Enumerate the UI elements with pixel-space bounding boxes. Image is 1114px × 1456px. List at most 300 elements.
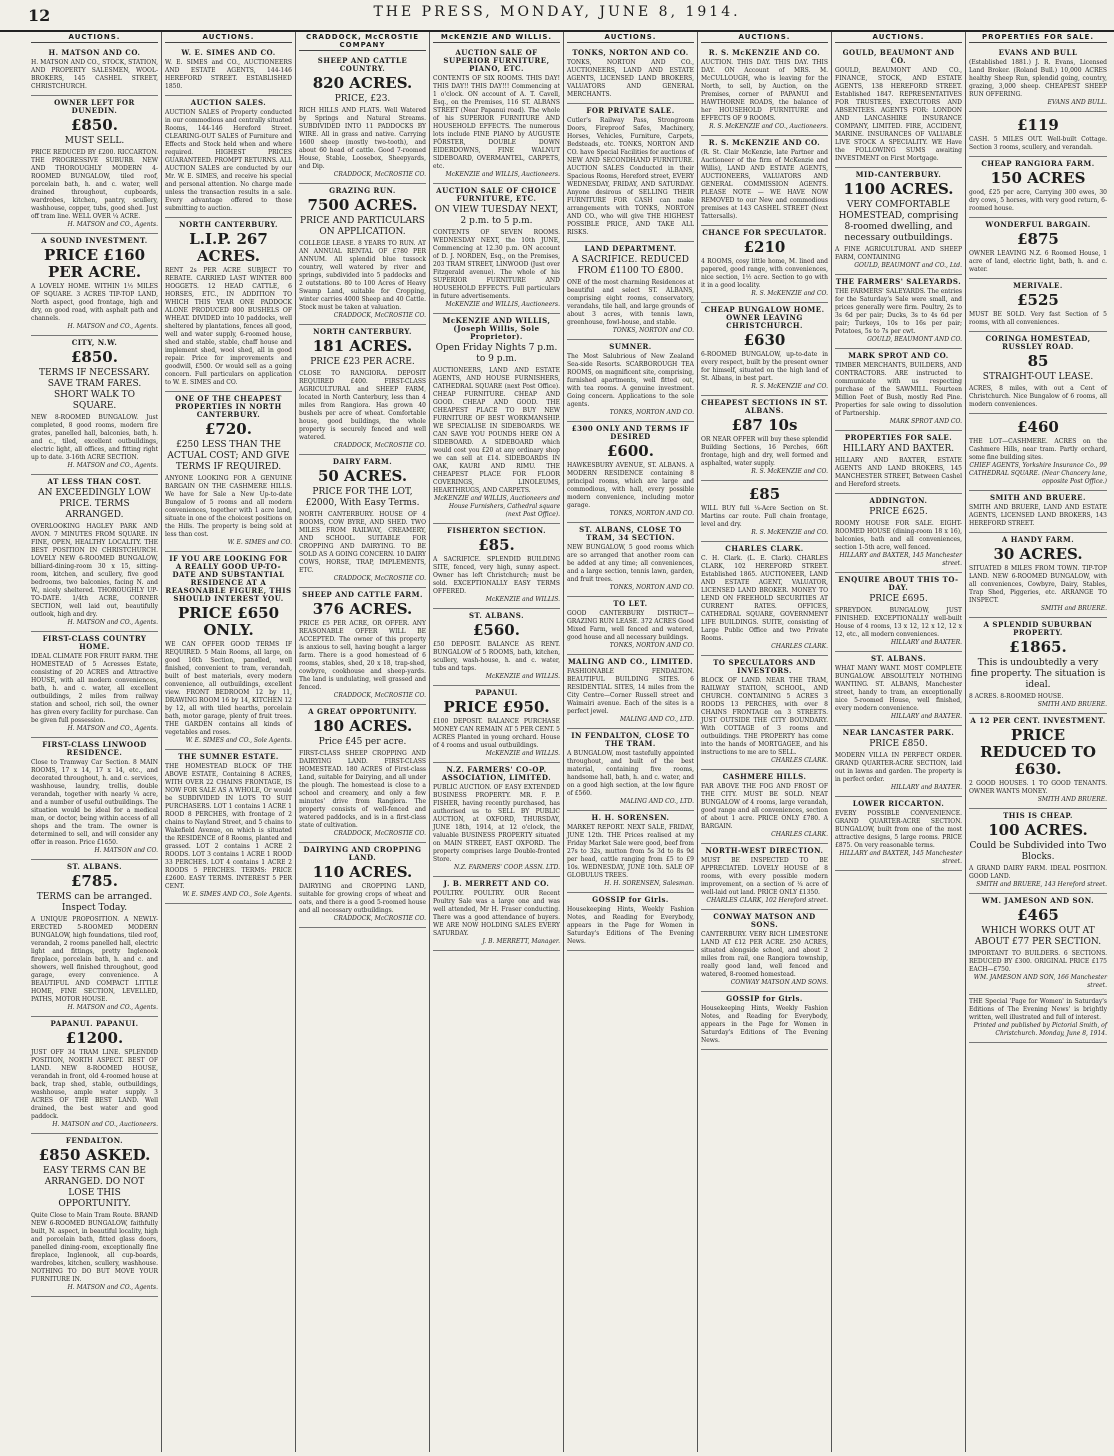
column-header: McKENZIE AND WILLIS. [433, 33, 560, 43]
ad-price: 7500 ACRES. [307, 196, 418, 214]
ad-body-text: SMITH AND BRUERE, LAND AND ESTATE AGENTS, LICENSED LAND BROKERS, 143 HEREFORD STREET. [969, 504, 1107, 527]
ad-heading: THE FARMERS' SALEYARDS. [835, 277, 962, 286]
ad-agent: N.Z. FARMERS' COOP. ASSN. LTD. [453, 864, 560, 871]
ad-agent: J. B. MERRETT, Manager. [482, 938, 560, 945]
ad-heading: MERIVALE. [1013, 281, 1063, 290]
ad-agent: H. H. SORENSEN, Salesman. [604, 880, 694, 887]
ad-agent: H. MATSON and CO., Agents. [67, 221, 158, 228]
ad-agent: H. MATSON and CO., Agents. [67, 323, 158, 330]
ad-heading: IF YOU ARE LOOKING FOR A REALLY GOOD UP-TO-DATE AND SUBSTANTIAL RESIDENCE AT A REASONABLE FIGURE, THIS SHOULD INTEREST YOU. [165, 554, 292, 603]
ad-subheading: PRICE £850. [869, 739, 928, 749]
ad-price: £87 10s [731, 416, 798, 434]
ad-agent: CRADDOCK, McCROSTIE CO. [333, 915, 426, 922]
advertisement [835, 573, 962, 652]
ad-body-text: A GRAND DAIRY FARM. IDEAL POSITION. GOOD LAND. [969, 865, 1107, 880]
advertisement [969, 332, 1107, 414]
ad-heading: AUCTION SALES. [190, 98, 267, 107]
advertisement [835, 275, 962, 349]
ad-heading: R. S. McKENZIE AND CO. [708, 138, 821, 147]
ad-body-text: AUCTION SALES of Property conducted in our commodious and centrally situated Rooms, 144-146 Hereford Street. CLEARING-OUT SALES of Furniture and Effects and Stock held when and where required. HIGHEST PRICES GUARANTEED. PROMPT RETURNS. ALL AUCTION SALES are conducted by our Mr. W. E. SIMES, and receive his special and personal attention. No charge made unless the transaction results in a sale. Every advantage offered to those submitting to auction. [165, 109, 292, 212]
ad-heading: A HANDY FARM. [1001, 535, 1075, 544]
ad-agent: TONKS, NORTON AND CO. [609, 584, 694, 591]
ad-body-text: Housekeeping Hints, Weekly Fashion Notes, and Reading for Everybody, appears in the Page for Women in Saturday's Editions of The Evening News. [701, 1005, 828, 1044]
ad-heading: CHEAP RANGIORA FARM. [981, 159, 1095, 168]
ad-heading: MARK SPROT AND CO. [848, 351, 949, 360]
ad-heading: CHEAPEST SECTIONS IN ST. ALBANS. [701, 398, 828, 415]
ad-body-text: THE Special 'Page for Women' in Saturday's Editions of The Evening News' is brightly written, well illustrated and full of interest. [969, 998, 1107, 1021]
ad-agent: H. MATSON and CO., Agents. [67, 1284, 158, 1291]
ad-agent: R. S. McKENZIE and CO. [751, 383, 828, 390]
ad-heading: AT LESS THAN COST. [47, 477, 142, 486]
ad-body-text: THE LOT—CASHMERE. ACRES on the Cashmere Hills, near tram. Partly orchard, some fine building sites. [969, 438, 1107, 461]
ad-agent: CRADDOCK, McCROSTIE CO. [333, 692, 426, 699]
ad-heading: CITY, N.W. [71, 338, 118, 347]
ad-subheading: STRAIGHT-OUT LEASE. [982, 372, 1094, 382]
ad-body-text: COLLEGE LEASE. 8 YEARS TO RUN. AT AN ANNUAL RENTAL OF £780 PER ANNUM. All splendid blue tussock country, well watered by river and springs, subdivided into 5 paddocks and 2 outstations. 80 to 100 Acres of Heavy Swamp Land, suitable for Cropping, winter carries 4000 Sheep and 40 Cattle. Stock must be taken at valuation. [299, 240, 426, 311]
ad-price: 30 ACRES. [993, 545, 1083, 563]
ad-heading: McKENZIE AND WILLIS, (Joseph Willis, Sole Proprietor). [442, 316, 551, 341]
ad-body-text: ONE of the most charming Residences at beautiful and select ST. ALBANS, comprising eight rooms, conservatory, verandahs, tile hall, and large grounds of about 3 acres, with tennis lawn, greenhouse, fowl-house, and stable. [567, 279, 694, 326]
ad-agent: SMITH and BRUERE, 143 Hereford street. [976, 881, 1107, 888]
ad-price: £119 [1017, 116, 1059, 134]
ad-body-text: CASH. 5 MILES OUT. Well-built Cottage. Section 3 rooms, scullery, and verandah. [969, 136, 1107, 151]
ad-heading: THE SUMNER ESTATE. [178, 752, 279, 761]
ad-price: PRICE £160 PER ACRE. [43, 246, 146, 281]
ad-agent: CRADDOCK, McCROSTIE CO. [333, 830, 426, 837]
ad-heading: SUMNER. [609, 342, 652, 351]
ad-heading: MALING AND CO., LIMITED. [567, 657, 694, 666]
ad-agent: McKENZIE and WILLIS. [485, 750, 560, 757]
ad-heading: CORINGA HOMESTEAD, RUSSLEY ROAD. [985, 334, 1091, 351]
advertisement [433, 184, 560, 314]
advertisement [701, 226, 828, 303]
ad-agent: HILLARY and BAXTER. [890, 713, 962, 720]
ad-price: PRICE REDUCED TO £630. [980, 726, 1096, 778]
ad-heading: FIRST-CLASS COUNTRY HOME. [42, 634, 147, 651]
ad-body-text: POULTRY. POULTRY. OUR Recent Poultry Sale was a large one and was well attended, Mr H. Fraser conducting. There was a good attendance of buyers. WE ARE NOW HOLDING SALES EVERY SATURDAY. [433, 890, 560, 937]
ad-body-text: ANYONE LOOKING FOR A GENUINE BARGAIN ON THE CASHMERE HILLS. We have for Sale a New Up-to-date Bungalow of 5 rooms and all modern conveniences, together with 1 acre land, situate in one of the choicest positions on the Hills. The property is being sold at less than cost. [165, 475, 292, 538]
ad-agent: H. MATSON and CO. [94, 847, 158, 854]
ad-agent: CHARLES CLARK. [771, 831, 828, 838]
advertisement [567, 597, 694, 655]
ad-agent: CHARLES CLARK. [771, 643, 828, 650]
ad-agent: HILLARY and BAXTER. [890, 784, 962, 791]
ad-price: £785. [71, 872, 118, 890]
ad-body-text: OR NEAR OFFER will buy these splendid Building Sections, 16 Perches, 66ft frontage, high and dry, well formed and asphalted, water supply. [701, 436, 828, 467]
column-header: PROPERTIES FOR SALE. [969, 33, 1107, 43]
ad-heading: TO LET. [613, 599, 648, 608]
ad-body-text: DAIRYING and CROPPING LAND, suitable for growing crops of wheat and oats, and there is a good 5-roomed house and all necessary outbuildings. [299, 883, 426, 914]
advertisement [299, 54, 426, 184]
advertisement [567, 242, 694, 340]
ad-price: £875 [1017, 230, 1059, 248]
advertisement [567, 811, 694, 893]
advertisement [31, 1017, 158, 1134]
ad-price: 181 ACRES. [312, 337, 413, 355]
advertisement [31, 96, 158, 234]
advertisement [701, 303, 828, 396]
ad-body-text: good, £25 per acre, Carrying 300 ewes, 30 dry cows, 5 horses, with very good return, 6-roomed house. [969, 189, 1107, 212]
advertisement [701, 542, 828, 656]
ad-price: PRICE £950. [443, 698, 550, 716]
advertisement [31, 738, 158, 860]
advertisement [701, 396, 828, 481]
ad-heading: H. MATSON AND CO. [48, 48, 141, 57]
advertisement [969, 995, 1107, 1043]
ad-subheading: VERY COMFORTABLE HOMESTEAD, comprising 8-roomed dwelling, and necessary outbuildings. [838, 200, 959, 243]
ad-heading: A SPLENDID SUBURBAN PROPERTY. [983, 620, 1093, 637]
ad-agent: HILLARY and BAXTER, 145 Manchester street. [839, 850, 962, 865]
ad-heading: ADDINGTON. [869, 496, 928, 505]
ad-body-text: W. E. SIMES and CO., AUCTIONEERS AND ESTATE AGENTS, 144-146 HEREFORD STREET. ESTABLISHED 1850. [165, 59, 292, 90]
ad-agent: H. MATSON and CO., Agents. [67, 462, 158, 469]
advertisement [433, 524, 560, 609]
ad-heading: SHEEP AND CATTLE FARM. [302, 590, 423, 599]
ad-agent: McKENZIE and WILLIS, Auctioneers and House Furnishers, Cathedral square (next Post Office). [434, 495, 560, 518]
ad-body-text: A UNIQUE PROPOSITION. A NEWLY-ERECTED 5-ROOMED MODERN BUNGALOW, high foundations, tiled roof, verandah, 2 rooms panelled hall, electric light and fittings, pretty Inglenook fireplace, porcelain bath, h. and c. and showers, well finished throughout, good garage, every convenience. A BEAUTIFUL AND COMPACT LITTLE HOME, FINE SECTION, LEVELLED, PATHS, MOTOR HOUSE. [31, 916, 158, 1003]
advertisement [835, 494, 962, 573]
advertisement [31, 860, 158, 1017]
ad-subheading: £250 LESS THAN THE ACTUAL COST; AND GIVE TERMS IF REQUIRED. [167, 440, 290, 472]
ad-heading: THIS IS CHEAP. [1003, 811, 1073, 820]
ad-body-text: SPREYDON. BUNGALOW, JUST FINISHED. EXCEPTIONALLY well-built House of 4 rooms, 13 x 12, 12 x 12, 12 x 12, etc., all modern conveniences. [835, 607, 962, 638]
page-number: 12 [28, 6, 51, 25]
ad-heading: FISHERTON SECTION. [446, 526, 546, 535]
ad-heading: A SOUND INVESTMENT. [41, 236, 148, 245]
advertisement [701, 910, 828, 992]
ad-body-text: OVERLOOKING HAGLEY PARK AND AVON. 7 MINUTES FROM SQUARE. IN FINE, OPEN, HEALTHY LOCALITY. THE BEST POSITION IN CHRISTCHURCH. LOVELY NEW 6-ROOMED BUNGALOW, billiard-dining-room 30 x 15, sitting-room, kitchen, and scullery, five good bedrooms, two balconies, facing N. and W., nicely sheltered. THOROUGHLY UP-TO-DATE. 1/4th ACRE, CORNER SECTION, well laid out, beautifully outlook, high and dry. [31, 523, 158, 618]
ad-body-text: NEW 8-ROOMED BUNGALOW. Just completed, 8 good rooms, modern fire grates, panelled hall, balconies, bath, h. and c., tiled, excellent outbuildings, electric light, all offices, and fitting right up to date. 3-16th ACRE SECTION. [31, 414, 158, 461]
ad-agent: W. E. SIMES and CO. [227, 539, 292, 546]
advertisement [567, 523, 694, 597]
advertisement [433, 877, 560, 951]
advertisement [835, 168, 962, 275]
ad-body-text: 4 ROOMS, cosy little home, M. lined and papered, good range, with conveniences, nice section, 1½ acre. Section to go with it in a good locality. [701, 258, 828, 289]
ad-heading: ST. ALBANS, CLOSE TO TRAM, 34 SECTION. [579, 525, 682, 542]
ad-body-text: £100 DEPOSIT. BALANCE PURCHASE MONEY CAN REMAIN AT 5 PER CENT. 5 ACRES Planted in young orchard. House of 4 rooms and usual outbuildings. [433, 718, 560, 749]
ad-price: 50 ACRES. [317, 467, 408, 485]
ad-body-text: PUBLIC AUCTION. OF EASY EXTENDED BUSINESS PROPERTY. MR. F. P. FISHER, having recently purchased, has authorised us to SELL BY PUBLIC AUCTION, at OXFORD, THURSDAY, JUNE 18th, 1914, at 12 o'clock, the valuable BUSINESS PROPERTY situated on MAIN STREET, EAST OXFORD. The property comprises large Double-fronted Store. [433, 784, 560, 863]
advertisement [299, 325, 426, 455]
ad-agent: EVANS AND BULL. [1047, 99, 1107, 106]
advertisement [165, 552, 292, 750]
ad-body-text: HAWKESBURY AVENUE, ST. ALBANS. A MODERN RESIDENCE containing 8 principal rooms, which are large and commodious, with hall, every possible modern convenience, including motor garage. [567, 462, 694, 509]
column-header: AUCTIONS. [701, 33, 828, 43]
ad-body-text: CLOSE TO RANGIORA. DEPOSIT REQUIRED £400. FIRST-CLASS AGRICULTURAL and SHEEP FARM, located in North Canterbury, less than 4 miles from Rangiora. Has grown 40 bushels per acre of wheat. Comfortable house, good buildings, the whole property is securely fenced and well watered. [299, 370, 426, 441]
ad-heading: CHANCE FOR SPECULATOR. [702, 228, 827, 237]
ad-price: 85 [1027, 352, 1049, 370]
ad-body-text: A LOVELY HOME. WITHIN 1½ MILES OF SQUARE. 3 ACRES TIP-TOP LAND, North aspect, good frontage, high and dry, on good road, with asphalt path and channels. [31, 283, 158, 322]
advertisement [701, 656, 828, 770]
ad-body-text: MUST BE SOLD. Very fast Section of 5 rooms, with all conveniences. [969, 311, 1107, 326]
ad-subheading: Could be Subdivided into Two Blocks. [969, 841, 1107, 862]
advertisement [835, 652, 962, 726]
advertisement [701, 46, 828, 136]
advertisement [165, 218, 292, 392]
ad-agent: CHARLES CLARK, 102 Hereford street. [706, 897, 828, 904]
ad-subheading: PRICE £23 PER ACRE. [310, 357, 415, 367]
ad-agent: McKENZIE and WILLIS, Auctioneers. [445, 171, 560, 178]
ad-price: £1200. [65, 1029, 124, 1047]
ad-agent: GOULD, BEAUMONT AND CO. [867, 336, 962, 343]
advertisement [835, 46, 962, 168]
ad-body-text: A FINE AGRICULTURAL AND SHEEP FARM, CONTAINING [835, 246, 962, 261]
ad-agent: R. S. McKENZIE and CO. [751, 468, 828, 475]
ad-subheading: EASY TERMS CAN BE ARRANGED. DO NOT LOSE THIS OPPORTUNITY. [43, 1166, 146, 1209]
ad-subheading: PRICE AND PARTICULARS ON APPLICATION. [300, 216, 425, 237]
ad-body-text: H. MATSON AND CO., STOCK, STATION, AND PROPERTY SALESMEN, WOOL-BROKERS, 145 CASHEL STREET, CHRISTCHURCH. [31, 59, 158, 90]
advertisement [969, 491, 1107, 533]
ad-heading: PAPANUI. [475, 688, 518, 697]
advertisement [567, 729, 694, 811]
ad-agent: MALING AND CO., LTD. [620, 798, 694, 805]
ad-heading: LOWER RICCARTON. [852, 799, 945, 808]
ad-agent: H. MATSON and CO., Auctioneers. [52, 1121, 158, 1128]
ad-heading: FIRST-CLASS LINWOOD RESIDENCE. [42, 740, 147, 757]
advertisement [567, 340, 694, 422]
advertisement [165, 392, 292, 552]
ad-body-text: WHAT MANY WANT. MOST COMPLETE BUNGALOW. ABSOLUTELY NOTHING WANTING. ST. ALBANS, Manchester street, handy to tram, an exceptionally nice 5-roomed House, well finished, every modern convenience. [835, 665, 962, 712]
ad-body-text: GOOD CANTERBURY DISTRICT—GRAZING RUN LEASE. 372 ACRES Good Mixed Farm, well fenced and watered, good house and all necessary buildings. [567, 610, 694, 641]
ad-agent: SMITH AND BRUERE. [1037, 796, 1107, 803]
ad-body-text: CONTENTS OF SIX ROOMS. THIS DAY! THIS DAY!! THIS DAY!!! Commencing at 1 o'clock. ON account of A. T. Cavell, Esq., on the Premises, 116 ST. ALBANS STREET (Near Papanui road). The whole of his SUPERIOR FURNITURE AND HOUSEHOLD EFFECTS. The numerous lots include FINE PIANO by AUGUSTE FÖRSTER, DOUBLE DOWN EIDERDOWNS, FINE WALNUT SIDEBOARD, OVERMANTEL, CARPETS, etc. [433, 75, 560, 170]
ad-body-text: CANTERBURY. VERY RICH LIMESTONE LAND AT £12 PER ACRE. 250 ACRES, situated alongside school, and about 2 miles from rail, one Rangiora township, really good land, well fenced and watered, 8-roomed homestead. [701, 931, 828, 978]
ad-heading: SMITH AND BRUERE. [990, 493, 1086, 502]
newspaper-title: THE PRESS, MONDAY, JUNE 8, 1914. [373, 4, 741, 20]
ad-body-text: MUST BE INSPECTED TO BE APPRECIATED. LOVELY HOUSE of 8 rooms, with every possible modern improvement, on a section of ¼ acre of well-laid out land. PRICE ONLY £1350. [701, 857, 828, 896]
ad-body-text: (R. St. Clair McKenzie, late Partner and Auctioneer of the firm of McKenzie and Willis), LAND AND ESTATE AGENTS, AUCTIONEERS, VALUATORS AND GENERAL COMMISSION AGENTS. PLEASE NOTE — WE HAVE NOW REMOVED to our New and commodious premises at 143 CASHEL STREET (Next Tattersalls). [701, 149, 828, 220]
ad-heading: ENQUIRE ABOUT THIS TO-DAY. [838, 575, 959, 592]
ad-subheading: ON VIEW TUESDAY NEXT, 2 p.m. to 5 p.m. [434, 205, 559, 226]
ad-price: £630 [743, 331, 786, 349]
ad-heading: GRAZING RUN. [329, 186, 396, 195]
ad-agent: HILLARY and BAXTER, 145 Manchester street. [839, 552, 962, 567]
ad-heading: NORTH-WEST DIRECTION. [705, 846, 824, 855]
ad-body-text: The Most Salubrious of New Zealand Sea-side Resorts. SCARBOROUGH TEA ROOMS, on magnificent site, comprising, furnished apartments, well fitted out, with tea rooms. A genuine investment. Going concern. Applications to the sole agents. [567, 353, 694, 408]
ad-agent: SMITH and BRUERE. [1040, 605, 1107, 612]
ad-agent: CRADDOCK, McCROSTIE CO. [333, 171, 426, 178]
column-6 [698, 32, 832, 1452]
ad-price: PRICE £650 ONLY. [177, 604, 280, 639]
ad-price: 180 ACRES. [312, 717, 413, 735]
advertisement [969, 46, 1107, 112]
advertisement [701, 481, 828, 542]
advertisement [567, 422, 694, 523]
ad-heading: AUCTION SALE OF SUPERIOR FURNITURE, PIANO, ETC. [443, 48, 550, 73]
advertisement [31, 1134, 158, 1297]
ad-price: £465 [1017, 906, 1059, 924]
advertisement [969, 218, 1107, 279]
ad-heading: OWNER LEFT FOR DUNEDIN. [54, 98, 135, 115]
ad-agent: TONKS, NORTON AND CO. [609, 510, 694, 517]
ad-heading: WONDERFUL BARGAIN. [985, 220, 1091, 229]
ad-body-text: NEW BUNGALOW, 5 good rooms which are so arranged that another room can be added at any time; all conveniences, and a large section, tennis lawn, garden, and fruit trees. [567, 544, 694, 583]
ad-body-text: TONKS, NORTON AND CO., AUCTIONEERS, LAND AND ESTATE AGENTS, LICENSED LAND BROKERS, VALUATORS AND GENERAL MERCHANTS. [567, 59, 694, 98]
advertisement [31, 475, 158, 632]
ad-heading: IN FENDALTON, CLOSE TO THE TRAM. [571, 731, 690, 748]
ad-agent: CONWAY MATSON AND SONS. [730, 979, 828, 986]
column-8 [966, 32, 1110, 1452]
ad-body-text: JUST OFF 34 TRAM LINE. SPLENDID POSITION, NORTH ASPECT. BEST OF LAND. NEW 8-ROOMED HOUSE, verandah in front, old 4-roomed house at back, trap shed, stable, outbuildings, washhouse, ample water supply. 3 ACRES OF THE BEST LAND. Well drained, the best water and good paddock. [31, 1049, 158, 1120]
ad-heading: NORTH CANTERBURY. [179, 220, 278, 229]
ad-subheading: This is undoubtedly a very fine property. The situation is ideal. [970, 658, 1106, 690]
advertisement [567, 46, 694, 104]
ad-subheading: WHICH WORKS OUT AT ABOUT £77 PER SECTION. [974, 926, 1102, 947]
ad-body-text: FIRST-CLASS SHEEP CROPPING AND DAIRYING LAND. FIRST-CLASS HOMESTEAD. 180 ACRES of First-class Land, suitable for Dairying, and all under the plough. The homestead is close to a school and creamery, and only a few minutes' drive from Rangiora. The property consists of well-fenced and watered paddocks, and is in a first-class state of cultivation. [299, 750, 426, 829]
advertisement [835, 349, 962, 431]
ad-agent: R. S. McKENZIE and CO. [751, 529, 828, 536]
ad-agent: H. MATSON and CO., Agents. [67, 725, 158, 732]
ad-heading: ST. ALBANS. [870, 654, 927, 663]
ad-subheading: Price £45 per acre. [318, 737, 407, 747]
ad-body-text: PRICE REDUCED BY £200. RICCARTON. THE PROGRESSIVE SUBURB. NEW AND THOROUGHLY MODERN 4-ROOMED BUNGALOW, tiled roof, porcelain bath, h. and c. water, well drained throughout, cupboards, wardrobes, kitchen, pantry, scullery, washhouse, copper, tubs, good shed. Just off tram line. WELL OVER ¼ ACRE. [31, 149, 158, 220]
advertisement [165, 750, 292, 904]
ad-heading: W. E. SIMES AND CO. [181, 48, 276, 57]
ad-agent: TONKS, NORTON AND CO. [609, 409, 694, 416]
ad-subheading: PRICE, £23. [334, 94, 391, 104]
advertisement [969, 157, 1107, 218]
advertisement [31, 234, 158, 336]
ad-heading: FENDALTON. [65, 1136, 124, 1145]
ad-body-text: WE CAN OFFER GOOD TERMS IF REQUIRED. 5 Main Rooms, all large, on good 16th Section, panelled, well finished, convenient to tram, verandah, built of best materials, every modern convenience, all outbuildings, excellent view. FRONT BEDROOM 12 by 11, DRAWING ROOM 16 by 14, KITCHEN 12 by 12, all with tiled hearths, porcelain bath, motor garage, plenty of fruit trees. THE GARDEN contains all kinds of vegetables and roses. [165, 641, 292, 736]
column-1 [28, 32, 162, 1452]
ad-heading: ONE OF THE CHEAPEST PROPERTIES IN NORTH CANTERBURY. [175, 394, 282, 419]
advertisement [701, 770, 828, 844]
ad-body-text: EVERY POSSIBLE CONVENIENCE. GRAND QUARTER-ACRE SECTION. BUNGALOW, built from one of the most attractive designs, 5 large rooms. PRICE £875. On very reasonable terms. [835, 810, 962, 849]
ad-heading: J. B. MERRETT AND CO. [443, 879, 550, 888]
ad-body-text: NORTH CANTERBURY. HOUSE OF 4 ROOMS, COW BYRE, AND SHED. TWO MILES FROM RAILWAY, CREAMERY, AND SCHOOL. SUITABLE FOR CROPPING AND DAIRYING. TO BE SOLD AS A GOING CONCERN. 10 DAIRY COWS, HORSE, TRAP, IMPLEMENTS, ETC. [299, 511, 426, 574]
ad-body-text: Quite Close to Main Tram Route. BRAND NEW 6-ROOMED BUNGALOW, faithfully built, N. aspect, in beautiful locality, high and porcelain bath, fitted glass doors, panelled dining-room, exceptionally fine fireplace, Inglenook, all cup-boards, wardrobes, kitchen, scullery, washhouse. NOTHING TO DO BUT MOVE YOUR FURNITURE IN. [31, 1212, 158, 1283]
ad-price: £460 [1017, 418, 1059, 436]
ad-price: £600. [607, 442, 654, 460]
ad-price: 820 ACRES. [312, 74, 413, 92]
ad-agent: CRADDOCK, McCROSTIE CO. [333, 575, 426, 582]
ad-agent: R. S. McKENZIE and CO., Auctioneers. [709, 123, 828, 130]
ad-price: £525 [1017, 291, 1059, 309]
ad-heading: A GREAT OPPORTUNITY. [308, 707, 417, 716]
ad-agent: McKENZIE and WILLIS, Auctioneers. [445, 301, 560, 308]
advertisement [835, 726, 962, 797]
ad-body-text: IDEAL CLIMATE FOR FRUIT FARM. THE HOMESTEAD of 5 Acresses Estate, consisting of 20 ACRES and Attractive HOUSE, with all modern conveniences, bath, h. and c. water, all excellent outbuildings, 2 miles from railway station and school, rich soil, the owner has given every facility for purchase. Can be given full possession. [31, 653, 158, 724]
ad-body-text: 2 GOOD HOUSES. 1 TO GOOD TENANTS. OWNER WANTS MONEY. [969, 780, 1107, 795]
ad-body-text: AUCTION. THIS DAY. THIS DAY. THIS DAY. ON Account of MRS. M. McCULLOUGH, who is leaving for the North, to sell, by Auction, on the Premises, corner of PAPANUI and HAWTHORNE ROADS, the balance of her HOUSEHOLD FURNITURE and EFFECTS OF 9 ROOMS. [701, 59, 828, 122]
advertisement [969, 279, 1107, 332]
advertisement [567, 655, 694, 729]
ad-body-text: ROOMY HOUSE FOR SALE. EIGHT-ROOMED HOUSE (dining-room 18 x 16), balconies, bath and all conveniences, section 1-5th acre, well fenced. [835, 520, 962, 551]
ad-agent: MALING AND CO., LTD. [620, 716, 694, 723]
ad-body-text: SITUATED 8 MILES FROM TOWN. TIP-TOP LAND. NEW 6-ROOMED BUNGALOW, with all conveniences, Cowbyre, Dairy, Stables, Trap Shed, Piggeries, etc. ARRANGE TO INSPECT. [969, 565, 1107, 604]
advertisement [433, 46, 560, 184]
ad-agent: McKENZIE and WILLIS. [485, 596, 560, 603]
ad-body-text: PRICE £5 PER ACRE, OR OFFER. ANY REASONABLE OFFER WILL BE ACCEPTED. The owner of this property is anxious to sell, having bought a larger farm. There is a good homestead of 6 rooms, stables, shed, 20 x 18, trap-shed, cowbyre, cookhouse and sheep-yards. The land is undulating, well grassed and fenced. [299, 620, 426, 691]
advertisement [835, 431, 962, 494]
ad-heading: CHARLES CLARK. [725, 544, 804, 553]
advertisement [31, 632, 158, 738]
advertisement [165, 46, 292, 96]
ad-agent: SMITH AND BRUERE. [1037, 701, 1107, 708]
ad-body-text: RENT 2s PER ACRE SUBJECT TO REBATE. CARRIED LAST WINTER 800 HOGGETS. 12 HEAD CATTLE, 6 HORSES, ETC., IN ADDITION TO WHICH THIS YEAR ONE PADDOCK ALONE PRODUCED 800 BUSHELS OF WHEAT. DIVIDED into 10 paddocks, well sheltered by plantations, fences all good, well and water supply, 6-roomed house, shed and stable, stable, chaff house and implement shed, wool shed, all in good repair. Price for improvements and goodwill, £500. Or would sell as a going concern. Full particulars on application to W. E. SIMES and CO. [165, 267, 292, 386]
ad-heading: TONKS, NORTON AND CO. [572, 48, 689, 57]
ad-heading: WM. JAMESON AND SON. [981, 896, 1095, 905]
ad-body-text: GOULD, BEAUMONT AND CO., FINANCE, STOCK, AND ESTATE AGENTS, 138 HEREFORD STREET. Established 1847. REPRESENTATIVES FOR TRUSTEES, EXECUTORS AND ABSENTEES. AGENTS FOR: LONDON AND LANCASHIRE INSURANCE COMPANY, LIMITED. FIRE, ACCIDENT, MARINE. INSURANCES OF VALUABLE LIVE STOCK A SPECIALITY. WE Have the FOLLOWING SUMS awaiting INVESTMENT on First Mortgage. [835, 67, 962, 162]
ad-body-text: Cutler's Railway Pass, Strongroom Doors, Fireproof Safes, Machinery, Horses, Vehicles, Furniture, Carpets, Bedsteads, etc. TONKS, NORTON AND CO. have Special Facilities for auctions of NEW AND SECONDHAND FURNITURE. AUCTION SALES Conducted in their Spacious Rooms, Hereford street, EVERY WEDNESDAY, FRIDAY, AND SATURDAY. Anyone desirous of SELLING THEIR FURNITURE FOR CASH can make arrangements with TONKS, NORTON AND CO., who will give THE HIGHEST POSSIBLE PRICE, AND TAKE ALL RISKS. [567, 117, 694, 236]
advertisement [969, 714, 1107, 809]
ad-subheading: PRICE £695. [869, 594, 928, 604]
column-3 [296, 32, 430, 1452]
ad-heading: ST. ALBANS. [468, 611, 525, 620]
ad-body-text: Housekeeping Hints, Weekly Fashion Notes, and Reading for Everybody, appears in the Page for Women in Saturday's Editions of The Evening News. [567, 906, 694, 945]
ad-body-text: HILLARY AND BAXTER, ESTATE AGENTS AND LAND BROKERS, 145 MANCHESTER STREET, Between Cashel and Hereford streets. [835, 457, 962, 488]
ad-subheading: TERMS IF NECESSARY. SAVE TRAM FARES. SHORT WALK TO SQUARE. [39, 368, 150, 411]
ad-subheading: PRICE £625. [869, 507, 928, 517]
ad-subheading: MUST SELL. [64, 136, 125, 146]
advertisement [299, 705, 426, 843]
ad-body-text: 8 ACRES. 8-ROOMED HOUSE. [969, 693, 1064, 700]
ad-heading: DAIRYING AND CROPPING LAND. [303, 845, 422, 862]
ad-body-text: WILL BUY full ¼-Acre Section on St. Martins car route. Full chain frontage, level and dry. [701, 505, 828, 528]
ad-heading: GOSSIP for Girls. [726, 994, 803, 1003]
ad-heading: LAND DEPARTMENT. [584, 244, 677, 253]
ad-body-text: A SACRIFICE. SPLENDID BUILDING SITE, fenced, very high, sunny aspect. Owner has left Christchurch; must be sold. EXCEPTIONALLY EASY TERMS OFFERED. [433, 556, 560, 595]
ad-agent: WM. JAMESON AND SON, 166 Manchester street. [973, 974, 1107, 989]
advertisement [433, 314, 560, 524]
ad-agent: CHIEF AGENTS, Yorkshire Insurance Co., 99 CATHEDRAL SQUARE. (Near Chancery lane, opposite Post Office.) [969, 462, 1107, 485]
column-2 [162, 32, 296, 1452]
ad-heading: FOR PRIVATE SALE. [586, 106, 675, 115]
ad-heading: DAIRY FARM. [332, 457, 393, 466]
ad-price: £1865. [1009, 638, 1067, 656]
ad-heading: H. H. SORENSEN. [591, 813, 670, 822]
ad-heading: £300 ONLY AND TERMS IF DESIRED [571, 424, 690, 441]
ad-agent: HILLARY and BAXTER. [890, 639, 962, 646]
advertisement [701, 844, 828, 910]
ad-agent: GOULD, BEAUMONT and CO., Ltd. [854, 262, 962, 269]
ad-heading: CONWAY MATSON AND SONS. [713, 912, 816, 929]
ad-body-text: £50 DEPOSIT. BALANCE AS RENT. BUNGALOW of 5 ROOMS, bath, kitchen, scullery, wash-house, h. and c. water, tubs and taps. [433, 641, 560, 672]
masthead [0, 0, 1114, 32]
advertisement [31, 336, 158, 475]
ad-heading: A 12 PER CENT. INVESTMENT. [970, 716, 1106, 725]
ad-price: 110 ACRES. [312, 863, 413, 881]
ad-price: £85 [748, 485, 781, 503]
ad-subheading: TERMS can be arranged. Inspect Today. [36, 892, 153, 913]
ad-subheading: PRICE FOR THE LOT, £2000, With Easy Terms. [305, 487, 420, 508]
column-5 [564, 32, 698, 1452]
advertisement [299, 455, 426, 588]
ad-body-text: C. H. Clark. (L. E. Clark). CHARLES CLARK, 102 HEREFORD STREET. Established 1865. AUCTIONEER, LAND AND ESTATE AGENT, VALUATOR, LICENSED LAND BROKER. MONEY TO LEND ON FREEHOLD SECURITIES AT CURRENT RATES. OFFICES, CATHEDRAL SQUARE, GOVERNMENT LIFE BUILDINGS. SUITE, consisting of Large Public Office and two Private Rooms. [701, 555, 828, 642]
column-4 [430, 32, 564, 1452]
ad-body-text: ACRES, 8 miles, with out a Cent of Christchurch. Nice Bungalow of 6 rooms, all modern conveniences. [969, 385, 1107, 408]
ad-heading: NORTH CANTERBURY. [313, 327, 412, 336]
ad-price: £850 ASKED. [38, 1146, 151, 1164]
ad-body-text: 6-ROOMED BUNGALOW, up-to-date in every respect, built by the present owner for himself, situated on the high land of St. Albans, in best part. [701, 351, 828, 382]
ad-heading: PROPERTIES FOR SALE. [844, 433, 953, 442]
ad-agent: Printed and published by Pictorial Smith, of Christchurch. Monday, June 8, 1914. [973, 1022, 1107, 1037]
ad-body-text: FAR ABOVE THE FOG AND FROST OF THE CITY. MUST BE SOLD. NEAT BUNGALOW of 4 rooms, large verandah, good range and all conveniences, section of about 1 acre. PRICE ONLY £780. A BARGAIN. [701, 783, 828, 830]
ad-price: £850. [71, 116, 118, 134]
column-header: AUCTIONS. [165, 33, 292, 43]
advertisement [433, 609, 560, 686]
ad-agent: W. E. SIMES AND CO., Sole Agents. [182, 891, 292, 898]
advertisement [165, 96, 292, 218]
ad-agent: CHARLES CLARK. [771, 757, 828, 764]
ad-agent: TONKS, NORTON and CO. [612, 327, 694, 334]
ad-agent: W. E. SIMES and CO., Sole Agents. [185, 737, 292, 744]
ad-price: 150 ACRES [990, 169, 1086, 187]
ad-heading: MID-CANTERBURY. [855, 170, 942, 179]
ad-body-text: Close to Tramway Car Section. 8 MAIN ROOMS, 17 x 14, 17 x 14, etc., and decorated throughout, h. and c. services, washhouse, laundry, trellis, double verandah, together with nearly ¼ acre, and a number of useful outbuildings. The situation would be ideal for a medical man, or doctor, being within access of all shops and the tram. The owner is determined to sell, and will consider any offer in reason. Price £1650. [31, 759, 158, 846]
ad-agent: CRADDOCK, McCROSTIE CO. [333, 312, 426, 319]
